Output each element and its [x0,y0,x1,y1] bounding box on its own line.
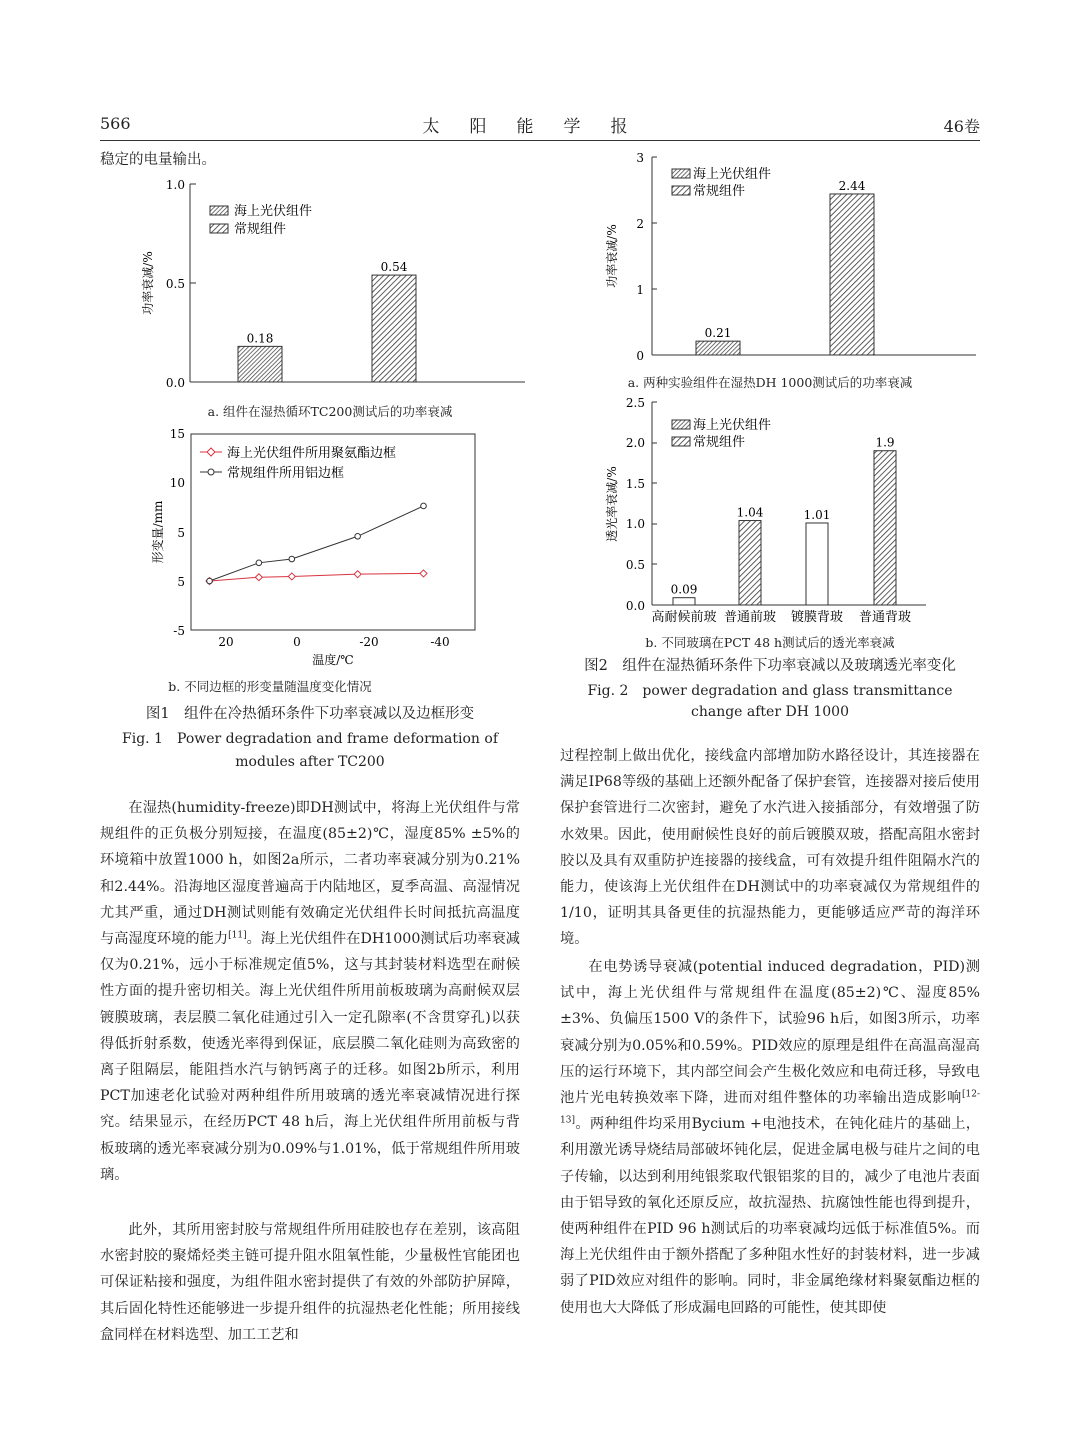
fig1a-chart [130,172,530,404]
fig2-caption-cn: 图2 组件在湿热循环条件下功率衰减以及玻璃透光率变化 [584,658,956,674]
right-paragraph-2-text: 在电势诱导衰减(potential induced degradation，PID)测试中，海上光伏组件与常规组件在温度(85±2)℃、湿度85% ±3%、负偏压1500 V的条件下，试验96 h后，如图3所示，功率衰减分别为0.05%和0.59%。PID效应的原理是组件在高温高湿高压的运行环境下，其内部空间会产生极化效应和电荷迁移，导致电池片光电转换效率下降，进而对组件整体的功率输出造成影响 [560,959,980,1107]
fig1b-point-polyurethane [255,574,262,581]
fig1a-value-label: 0.54 [380,260,408,275]
fig2b-category-label: 普通前玻 [723,610,777,625]
fig2b-ytick: 0.5 [625,558,645,572]
fig2a-legend-item: 海上光伏组件 [693,167,772,182]
fig2b-category-label: 镀膜背玻 [790,610,844,625]
citation-12-13: [12-13] [560,1089,980,1126]
citation-11: [11] [228,930,247,941]
left-top-text: 稳定的电量输出。 [100,152,216,168]
fig2b-legend-item: 常规组件 [693,435,746,450]
volume-label: 46卷 [943,117,980,136]
fig2b-value-label: 1.04 [736,505,764,520]
fig1b-ytick: 10 [169,476,185,490]
fig1b-point-polyurethane [288,573,295,580]
fig2b-chart [590,392,930,628]
fig2a-caption: a. 两种实验组件在湿热DH 1000测试后的功率衰减 [627,375,913,390]
fig1b-xlabel: 温度/℃ [312,653,354,667]
left-paragraph-1-tail: 。海上光伏组件在DH1000测试后功率衰减仅为0.21%，远小于标准规定值5%，这与其封装材料选型在耐候性方面的提升密切相关。海上光伏组件所用前板玻璃为高耐候双层镀膜玻璃，表层膜二氧化硅通过引入一定孔隙率(不含贯穿孔)以获得低折射系数，使透光率得到保证，底层膜二氧化硅则为高致密的离子阻隔层，能阻挡水汽与钠钙离子的迁移。如图2b所示，利用PCT加速老化试验对两种组件所用玻璃的透光率衰减情况进行探究。结果显示，在经历PCT 48 h后，海上光伏组件所用前板与背板玻璃的透光率衰减分别为0.09%与1.01%，低于常规组件所用玻璃。 [100,931,520,1183]
fig2b-value-label: 1.01 [803,507,831,522]
fig2-caption-en-line1: Fig. 2 power degradation and glass transmittance [587,683,953,699]
fig2a-value-label: 0.21 [704,326,732,341]
fig2b-ylabel: 透光率衰减/% [605,466,619,542]
fig1a-ytick: 0.5 [165,277,185,291]
left-paragraph-2: 此外，其所用密封胶与常规组件所用硅胶也存在差别，该高阻水密封胶的聚烯烃类主链可提升阻水阻氧性能，少量极性官能团也可保证粘接和强度，为组件阻水密封提供了有效的外部防护屏障，其后固化特性还能够进一步提升组件的抗湿热老化性能；所用接线盒同样在材料选型、加工工艺和 [100,1222,520,1343]
right-paragraph-1: 过程控制上做出优化，接线盒内部增加防水路径设计，其连接器在满足IP68等级的基础上还额外配备了保护套管，连接器对接后使用保护套管进行二次密封，避免了水汽进入接插部分，有效增强了防水效果。因此，使用耐候性良好的前后镀膜双玻，搭配高阻水密封胶以及具有双重防护连接器的接线盒，可有效提升组件阻隔水汽的能力，使该海上光伏组件在DH测试中的功率衰减仅为常规组件的1/10，证明其具备更佳的抗湿热能力，更能够适应严苛的海洋环境。 [560,748,980,948]
fig2b-value-label: 0.09 [670,582,698,597]
fig1b-ytick: 5 [177,526,185,540]
fig1b-ylabel: 形变量/mm [151,500,165,564]
fig1b-point-aluminum [289,556,295,562]
fig2a-value-label: 2.44 [838,178,866,193]
fig1a-ytick: 0.0 [165,376,185,390]
fig2-caption-en-line2: change after DH 1000 [690,704,849,720]
fig2a-ylabel: 功率衰减/% [605,224,619,288]
fig1b-caption: b. 不同边框的形变量随温度变化情况 [168,679,372,694]
fig1-caption-cn: 图1 组件在冷热循环条件下功率衰减以及边框形变 [145,706,475,722]
fig1b-series-line-polyurethane [210,573,424,581]
fig1b-chart [140,424,485,670]
fig1a-bar [372,275,416,382]
fig2b-ytick: 1.5 [625,477,645,491]
fig1b-xtick: 20 [218,635,234,649]
fig2b-ytick: 2.5 [625,396,645,410]
fig1b-point-aluminum [256,560,262,566]
fig1a-bar [238,346,282,382]
fig2b-caption: b. 不同玻璃在PCT 48 h测试后的透光率衰减 [645,635,895,650]
fig2b-bar [806,523,828,605]
fig1a-ylabel: 功率衰减/% [141,251,155,315]
fig1b-ytick: -5 [173,624,185,638]
fig1-caption-en-line2: modules after TC200 [235,754,385,770]
fig2b-bar [739,521,761,605]
fig2a-ytick: 2 [636,217,644,231]
fig1b-series-line-aluminum [210,506,424,581]
fig1a-legend-item: 常规组件 [234,222,287,237]
fig1b-xtick: -20 [359,635,379,649]
fig1b-ytick: 5 [177,575,185,589]
fig1b-point-polyurethane [420,570,427,577]
fig2b-ytick: 0.0 [625,599,645,613]
fig1b-point-polyurethane [354,571,361,578]
right-paragraph-2-tail: 。两种组件均采用Bycium +电池技术，在钝化硅片的基础上，利用激光诱导烧结局部破坏钝化层，促进金属电极与硅片之间的电子传输，以达到利用纯银浆取代银铝浆的目的，减少了电池片表面由于铝导致的氧化还原反应，故抗湿热、抗腐蚀性能也得到提升，使两种组件在PID 96 h测试后的功率衰减均远低于标准值5%。而海上光伏组件由于额外搭配了多种阻水性好的封装材料，进一步减弱了PID效应对组件的影响。同时，非金属绝缘材料聚氨酯边框的使用也大大降低了形成漏电回路的可能性，使其即使 [560,1116,980,1316]
fig1a-legend-item: 海上光伏组件 [234,204,313,219]
fig1b-xtick: -40 [430,635,450,649]
running-header [100,112,980,141]
fig1a-value-label: 0.18 [246,331,274,346]
fig1b-point-aluminum [207,578,213,584]
fig2b-bar [673,598,695,605]
fig1b-legend-item: 常规组件所用铝边框 [227,466,345,481]
fig1b-xtick: 0 [293,635,301,649]
fig2a-ytick: 3 [636,151,644,165]
fig1b-point-aluminum [421,503,427,509]
fig1-caption-en-line1: Fig. 1 Power degradation and frame deformation of [122,731,498,747]
left-paragraph-1-text: 在湿热(humidity-freeze)即DH测试中，将海上光伏组件与常规组件的正负极分别短接，在温度(85±2)℃，湿度85% ±5%的环境箱中放置1000 h，如图2a所示，二者功率衰减分别为0.21%和2.44%。沿海地区湿度普遍高于内陆地区，夏季高温、高湿情况尤其严重，通过DH测试则能有效确定光伏组件长时间抵抗高温度与高湿度环境的能力 [100,800,520,948]
fig2a-ytick: 0 [636,349,644,363]
fig2b-category-label: 高耐候前玻 [651,610,717,625]
fig2b-ytick: 2.0 [625,436,645,450]
fig2b-legend-item: 海上光伏组件 [693,418,772,433]
fig2b-bar [874,451,896,605]
fig1a-caption: a. 组件在湿热循环TC200测试后的功率衰减 [207,404,453,419]
left-paragraph-1 [100,795,520,1188]
fig1b-point-aluminum [355,533,361,539]
fig1b-ytick: 15 [169,427,185,441]
journal-title: 太阳能学报 [422,117,658,137]
fig1a-ytick: 1.0 [165,178,185,192]
fig2a-bar [830,194,874,355]
page-number: 566 [100,114,131,133]
fig2b-ytick: 1.0 [625,517,645,531]
fig2b-value-label: 1.9 [875,435,895,450]
fig2a-ytick: 1 [636,283,644,297]
right-paragraph-2 [560,954,980,1321]
fig2a-bar [696,341,740,355]
fig1b-legend-item: 海上光伏组件所用聚氨酯边框 [227,446,397,461]
fig2b-category-label: 普通背玻 [858,610,912,625]
fig2a-legend-item: 常规组件 [693,184,746,199]
fig2a-chart [590,145,980,365]
